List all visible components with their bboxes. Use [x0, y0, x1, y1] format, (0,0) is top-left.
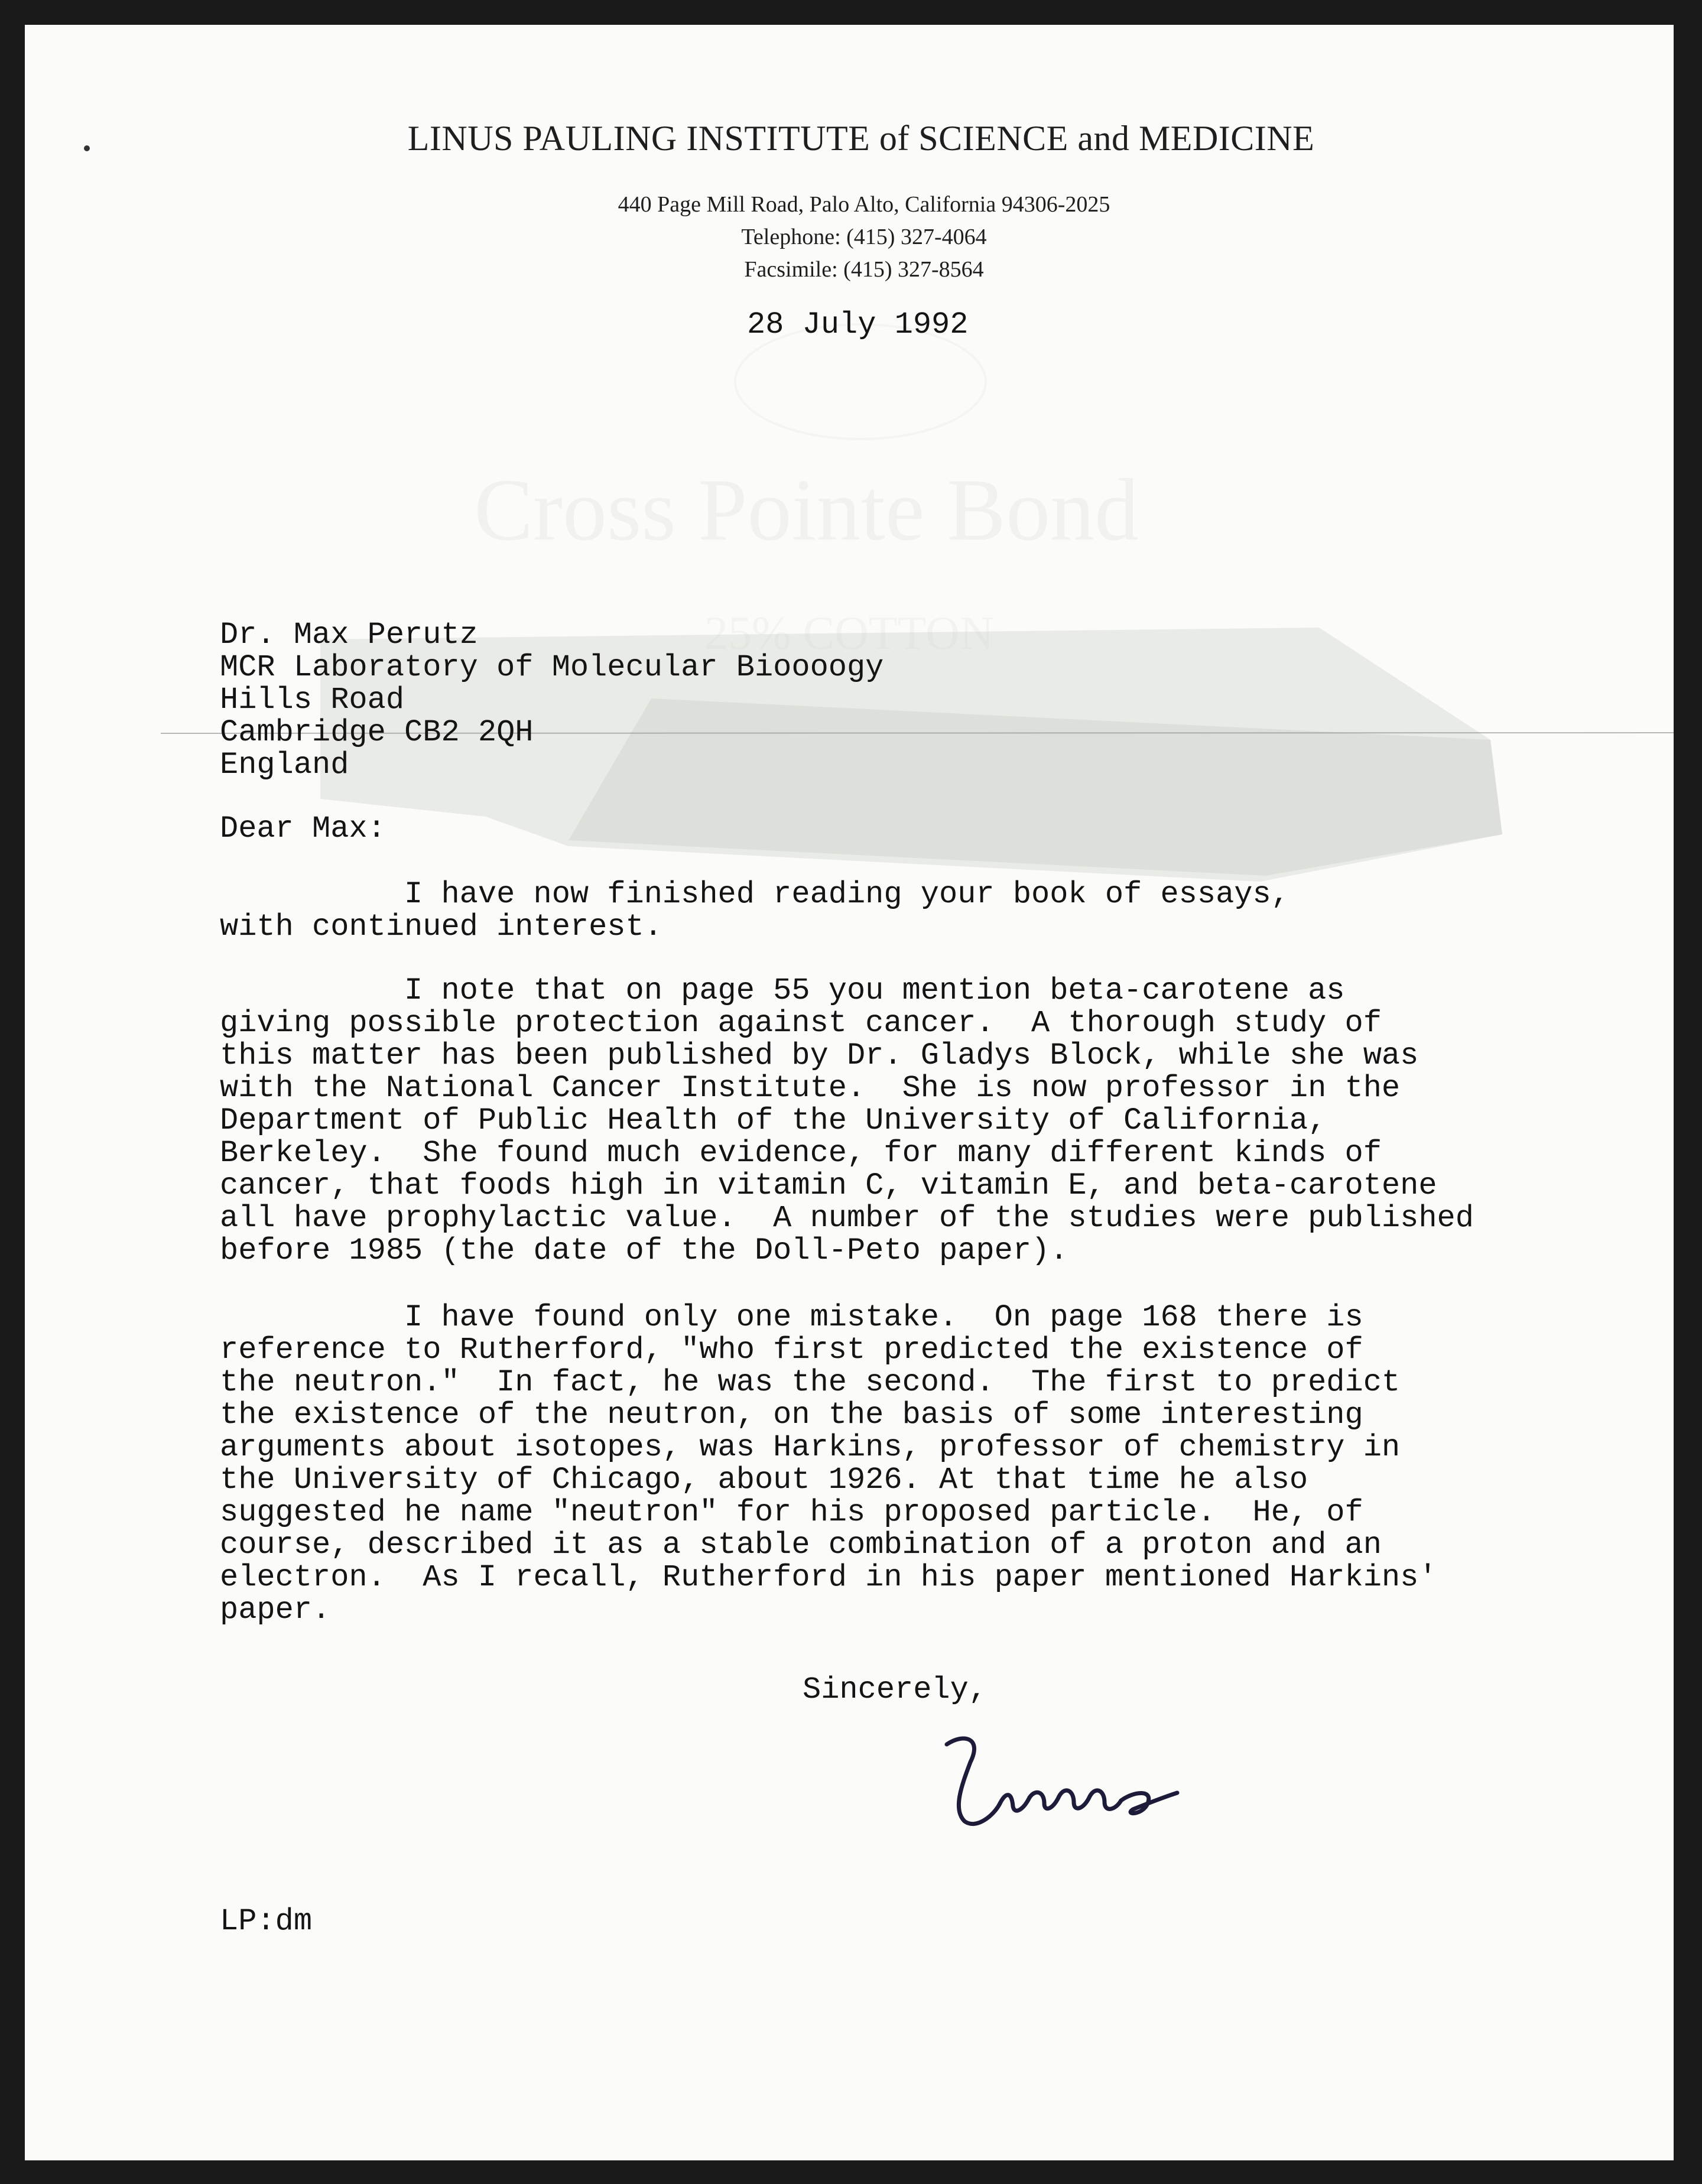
- body-paragraph-2: I note that on page 55 you mention beta-carotene as giving possible protection against cancer. A thorough study of this matter has been published by Dr. Gladys Block, while she was with the National Cancer Institute. She is now professor in the Department of Public Health of the University of California, Berkeley. She found much evidence, for many different kinds of cancer, that foods high in vitamin C, vitamin E, and beta-carotene all have prophylactic value. A number of the studies were published before 1985 (the date of the Doll-Peto paper).: [220, 973, 1474, 1268]
- recipient-name: Dr. Max Perutz: [220, 618, 478, 652]
- recipient-organization: MCR Laboratory of Molecular Bioooogy: [220, 650, 884, 685]
- recipient-country: England: [220, 748, 349, 782]
- recipient-address: [220, 619, 884, 781]
- recipient-city: Cambridge CB2 2QH: [220, 715, 534, 750]
- typist-initials: LP:dm: [220, 1904, 313, 1939]
- letter-page: [25, 25, 1674, 2160]
- letterhead-address: 440 Page Mill Road, Palo Alto, California 94306-2025: [618, 192, 1110, 217]
- salutation: Dear Max:: [220, 811, 386, 846]
- letter-date: 28 July 1992: [747, 307, 969, 342]
- body-paragraph-3: I have found only one mistake. On page 168 there is reference to Rutherford, "who first predicted the existence of the neutron." In fact, he was the second. The first to predict the existence of the neutron, on the basis of some interesting arguments about isotopes, was Harkins, professor of chemistry in the University of Chicago, about 1926. At that time he also suggested he name "neutron" for his proposed particle. He, of course, described it as a stable combination of a proton and an electron. As I recall, Rutherford in his paper mentioned Harkins' paper.: [220, 1300, 1437, 1627]
- handwritten-signature: [929, 1727, 1195, 1845]
- recipient-street: Hills Road: [220, 682, 405, 717]
- letterhead-institution: LINUS PAULING INSTITUTE of SCIENCE and MEDICINE: [407, 119, 1315, 158]
- letterhead-facsimile: Facsimile: (415) 327-8564: [744, 257, 984, 282]
- paper-watermark: Cross Pointe Bond: [474, 461, 1139, 559]
- stray-mark: [84, 145, 90, 151]
- letterhead-telephone: Telephone: (415) 327-4064: [741, 225, 987, 249]
- body-paragraph-1: I have now finished reading your book of essays, with continued interest.: [220, 877, 1290, 944]
- paper-watermark-sub: 25% COTTON: [704, 607, 994, 659]
- closing: Sincerely,: [803, 1672, 988, 1707]
